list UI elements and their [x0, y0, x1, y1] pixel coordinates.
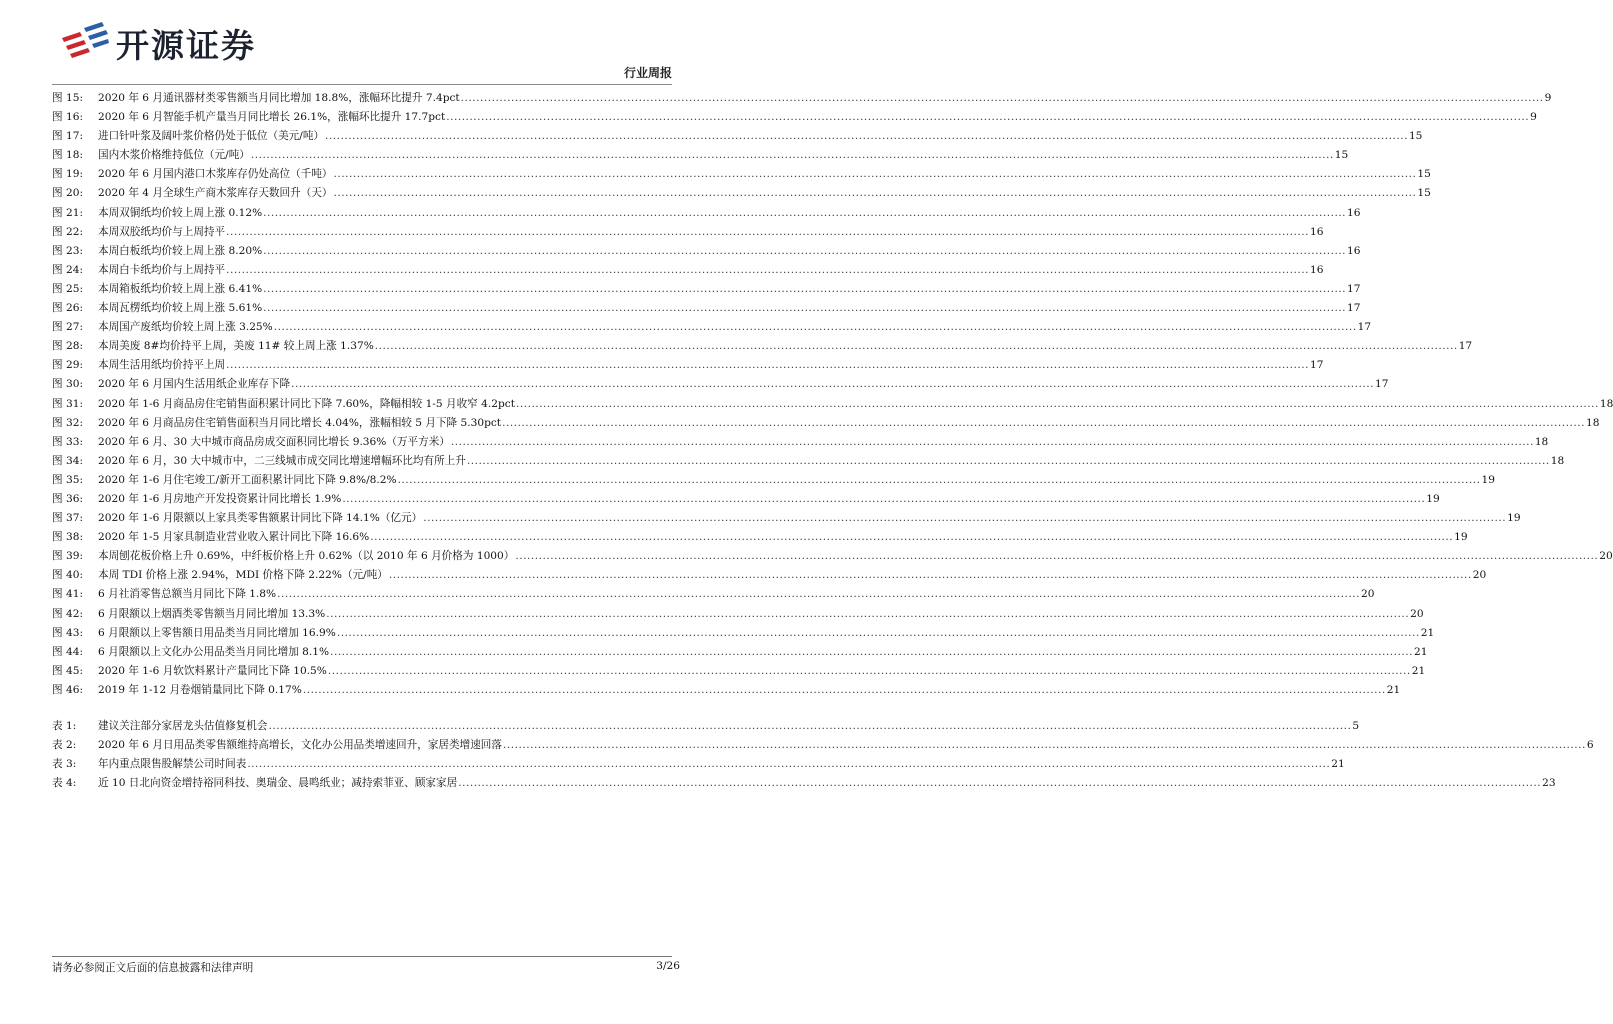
toc-entry-title[interactable]: 本周白卡纸均价与上周持平	[98, 263, 226, 276]
toc-figure-entry[interactable]	[52, 108, 1537, 127]
toc-entry-title[interactable]: 2020 年 4 月全球生产商木浆库存天数回升（天）	[98, 187, 333, 200]
toc-figure-entry[interactable]	[52, 605, 1424, 624]
toc-leader-dots	[330, 643, 1413, 662]
toc-leader-dots	[516, 395, 1599, 414]
toc-entry-page[interactable]: 21	[1413, 645, 1428, 658]
logo-text: 开源证券	[116, 26, 256, 65]
toc-figure-entry[interactable]	[52, 146, 1349, 165]
toc-entry-page[interactable]: 15	[1417, 168, 1431, 181]
toc-entry-page[interactable]: 16	[1310, 263, 1324, 276]
toc-figure-entry[interactable]	[52, 184, 1431, 203]
toc-entry-page[interactable]: 21	[1331, 758, 1345, 771]
toc-entry-title[interactable]: 2020 年 6 月商品房住宅销售面积当月同比增长 4.04%，涨幅相较 5 月下降 5.30pct	[98, 416, 502, 429]
toc-leader-dots	[446, 108, 1529, 127]
toc-entry-label: 图 29:	[52, 359, 84, 372]
toc-entry-page[interactable]: 19	[1426, 492, 1440, 505]
toc-leader-dots	[370, 528, 1453, 547]
toc-leader-dots	[269, 717, 1352, 736]
toc-entry-page[interactable]: 18	[1585, 416, 1600, 429]
toc-entry-page[interactable]: 18	[1599, 397, 1613, 410]
toc-entry-label: 图 19:	[52, 168, 84, 181]
toc-figure-entry[interactable]	[52, 337, 1473, 356]
toc-entry-page[interactable]: 5	[1352, 720, 1360, 732]
toc-leader-dots	[274, 318, 1357, 337]
toc-entry-label: 图 37:	[52, 512, 84, 525]
toc-figure-entry[interactable]	[52, 280, 1361, 299]
toc-figure-entry[interactable]	[52, 433, 1549, 452]
toc-entry-label: 表 2:	[52, 739, 77, 752]
toc-leader-dots	[226, 261, 1309, 280]
toc-figure-entry[interactable]	[52, 566, 1487, 585]
toc-entry-label: 表 3:	[52, 758, 77, 771]
toc-entry-title[interactable]: 2020 年 6 月，30 大中城市中，二三线城市成交同比增速增幅环比均有所上升	[98, 454, 466, 467]
toc-entry-title[interactable]: 国内木浆价格维持低位（元/吨）	[98, 149, 250, 162]
toc-entry-title[interactable]: 6 月限额以上零售额日用品类当月同比增加 16.9%	[98, 626, 336, 639]
toc-leader-dots	[291, 375, 1374, 394]
toc-entry-title[interactable]: 本周双铜纸均价较上周上涨 0.12%	[98, 206, 263, 219]
toc-entry-label: 图 21:	[52, 206, 84, 219]
toc-entry-label: 图 17:	[52, 130, 84, 143]
toc-entry-title[interactable]: 本周 TDI 价格上涨 2.94%，MDI 价格下降 2.22%（元/吨）	[98, 569, 388, 582]
toc-entry-label: 图 30:	[52, 378, 84, 391]
toc-entry-title[interactable]: 2019 年 1-12 月卷烟销量同比下降 0.17%	[98, 683, 302, 696]
toc-entry-title[interactable]: 本周国产废纸均价较上周上涨 3.25%	[98, 321, 273, 334]
toc-figure-entry[interactable]	[52, 452, 1565, 471]
toc-leader-dots	[398, 471, 1481, 490]
toc-leader-dots	[461, 89, 1544, 108]
toc-entry-page[interactable]: 17	[1458, 340, 1473, 353]
toc-figure-entry[interactable]	[52, 547, 1613, 566]
toc-entry-title[interactable]: 2020 年 6 月国内生活用纸企业库存下降	[98, 378, 291, 391]
toc-leader-dots	[503, 736, 1586, 755]
table-toc	[52, 717, 1594, 793]
toc-table-entry[interactable]	[52, 774, 1556, 793]
toc-figure-entry[interactable]	[52, 662, 1426, 681]
toc-leader-dots	[423, 509, 1506, 528]
toc-entry-title[interactable]: 建议关注部分家居龙头估值修复机会	[98, 720, 268, 732]
toc-table-entry[interactable]	[52, 755, 1345, 774]
toc-entry-label: 图 31:	[52, 397, 84, 410]
toc-leader-dots	[389, 566, 1472, 585]
toc-entry-title[interactable]: 2020 年 6 月、30 大中城市商品房成交面积同比增长 9.36%（万平方米）	[98, 435, 450, 448]
toc-entry-label: 图 28:	[52, 340, 84, 353]
toc-entry-page[interactable]: 16	[1347, 244, 1361, 257]
toc-figure-entry[interactable]	[52, 299, 1361, 318]
toc-entry-page[interactable]: 19	[1481, 473, 1495, 486]
toc-entry-label: 图 15:	[52, 92, 84, 104]
toc-figure-entry[interactable]	[52, 223, 1324, 242]
toc-figure-entry[interactable]	[52, 414, 1600, 433]
toc-entry-page[interactable]: 16	[1347, 206, 1361, 219]
toc-figure-entry[interactable]	[52, 471, 1495, 490]
toc-figure-entry[interactable]	[52, 127, 1423, 146]
toc-leader-dots	[502, 414, 1585, 433]
toc-figure-entry[interactable]	[52, 204, 1361, 223]
toc-figure-entry[interactable]	[52, 395, 1613, 414]
toc-entry-title[interactable]: 本周箱板纸均价较上周上涨 6.41%	[98, 282, 263, 295]
toc-entry-label: 图 45:	[52, 664, 84, 677]
toc-leader-dots	[326, 605, 1409, 624]
toc-entry-title[interactable]: 2020 年 1-6 月软饮料累计产量同比下降 10.5%	[98, 664, 327, 677]
toc-entry-label: 图 25:	[52, 282, 84, 295]
toc-entry-page[interactable]: 17	[1347, 302, 1361, 315]
toc-leader-dots	[334, 184, 1417, 203]
toc-entry-page[interactable]: 20	[1410, 607, 1424, 620]
toc-entry-label: 图 42:	[52, 607, 84, 620]
toc-leader-dots	[277, 585, 1360, 604]
toc-entry-title[interactable]: 2020 年 1-6 月房地产开发投资累计同比增长 1.9%	[98, 492, 342, 505]
toc-leader-dots	[226, 223, 1309, 242]
toc-figure-entry[interactable]	[52, 89, 1552, 108]
toc-entry-page[interactable]: 17	[1347, 282, 1361, 295]
toc-entry-label: 图 22:	[52, 225, 84, 238]
toc-entry-page[interactable]: 20	[1599, 550, 1613, 563]
toc-entry-title[interactable]: 6 月社消零售总额当月同比下降 1.8%	[98, 588, 277, 601]
toc-entry-label: 图 26:	[52, 302, 84, 315]
toc-entry-title[interactable]: 2020 年 1-6 月住宅竣工/新开工面积累计同比下降 9.8%/8.2%	[98, 473, 397, 486]
toc-entry-page[interactable]: 20	[1472, 569, 1487, 582]
toc-figure-entry[interactable]	[52, 490, 1440, 509]
toc-entry-page[interactable]: 23	[1542, 777, 1556, 790]
toc-figure-entry[interactable]	[52, 242, 1361, 261]
toc-entry-page[interactable]: 19	[1507, 512, 1521, 525]
toc-entry-label: 图 24:	[52, 263, 84, 276]
toc-entry-label: 图 40:	[52, 569, 84, 582]
toc-leader-dots	[458, 774, 1541, 793]
toc-entry-page[interactable]: 17	[1310, 359, 1324, 372]
toc-entry-label: 图 18:	[52, 149, 84, 162]
toc-entry-page[interactable]: 16	[1310, 225, 1324, 238]
toc-entry-label: 图 43:	[52, 626, 84, 639]
toc-entry-title[interactable]: 2020 年 6 月智能手机产量当月同比增长 26.1%，涨幅环比提升 17.7pct	[98, 111, 446, 124]
toc-entry-label: 图 34:	[52, 454, 84, 467]
toc-figure-entry[interactable]	[52, 165, 1431, 184]
toc-entry-label: 图 27:	[52, 321, 84, 334]
toc-entry-page[interactable]: 21	[1420, 626, 1435, 639]
toc-leader-dots	[263, 242, 1346, 261]
toc-figure-entry[interactable]	[52, 643, 1428, 662]
kaiyuan-logo-icon	[58, 22, 110, 66]
page-header	[0, 0, 724, 90]
toc-entry-label: 图 41:	[52, 588, 84, 601]
toc-entry-label: 表 1:	[52, 720, 77, 732]
toc-leader-dots	[451, 433, 1534, 452]
toc-entry-label: 图 46:	[52, 683, 84, 696]
toc-entry-title[interactable]: 6 月限额以上文化办公用品类当月同比增加 8.1%	[98, 645, 330, 658]
toc-entry-page[interactable]: 20	[1361, 588, 1375, 601]
toc-leader-dots	[263, 299, 1346, 318]
toc-leader-dots	[251, 146, 1334, 165]
toc-entry-label: 表 4:	[52, 777, 77, 790]
toc-entry-page[interactable]: 17	[1357, 321, 1372, 334]
toc-entry-page[interactable]: 19	[1454, 531, 1468, 544]
toc-entry-title[interactable]: 年内重点限售股解禁公司时间表	[98, 758, 247, 771]
toc-leader-dots	[226, 356, 1309, 375]
toc-entry-title[interactable]: 2020 年 6 月通讯器材类零售额当月同比增加 18.8%，涨幅环比提升 7.4pct	[98, 92, 460, 104]
toc-entry-title[interactable]: 2020 年 1-5 月家具制造业营业收入累计同比下降 16.6%	[98, 531, 370, 544]
toc-entry-title[interactable]: 2020 年 6 月国内港口木浆库存仍处高位（千吨）	[98, 168, 333, 181]
toc-entry-title[interactable]: 本周刨花板价格上升 0.69%，中纤板价格上升 0.62%（以 2010 年 6 月价格为 1000）	[98, 550, 515, 563]
toc-entry-page[interactable]: 15	[1417, 187, 1431, 200]
toc-entry-title[interactable]: 2020 年 6 月日用品类零售额维持高增长，文化办公用品类增速回升，家居类增速回落	[98, 739, 502, 752]
toc-table-entry[interactable]	[52, 736, 1594, 755]
toc-leader-dots	[515, 547, 1598, 566]
toc-entry-label: 图 20:	[52, 187, 84, 200]
toc-entry-title[interactable]: 2020 年 1-6 月商品房住宅销售面积累计同比下降 7.60%，降幅相较 1-5 月收窄 4.2pct	[98, 397, 515, 410]
toc-entry-title[interactable]: 2020 年 1-6 月限额以上家具类零售额累计同比下降 14.1%（亿元）	[98, 512, 423, 525]
header-divider	[52, 84, 672, 85]
footer-divider	[52, 956, 672, 957]
toc-entry-page[interactable]: 18	[1534, 435, 1549, 448]
toc-leader-dots	[337, 624, 1420, 643]
toc-entry-page[interactable]: 21	[1386, 683, 1401, 696]
toc-entry-title[interactable]: 进口针叶浆及阔叶浆价格仍处于低位（美元/吨）	[98, 130, 325, 143]
footer-disclaimer: 请务必参阅正文后面的信息披露和法律声明	[52, 962, 254, 974]
report-type-label: 行业周报	[623, 66, 672, 80]
toc-entry-label: 图 35:	[52, 473, 84, 486]
toc-leader-dots	[263, 204, 1346, 223]
toc-entry-label: 图 38:	[52, 531, 84, 544]
page-number: 3/26	[656, 960, 680, 972]
toc-entry-page[interactable]: 15	[1408, 130, 1423, 143]
toc-figure-entry[interactable]	[52, 318, 1372, 337]
brand-logo	[58, 20, 256, 67]
toc-entry-page[interactable]: 18	[1550, 454, 1565, 467]
toc-figure-entry[interactable]	[52, 509, 1521, 528]
toc-leader-dots	[263, 280, 1346, 299]
toc-entry-label: 图 44:	[52, 645, 84, 658]
toc-figure-entry[interactable]	[52, 261, 1324, 280]
toc-leader-dots	[375, 337, 1458, 356]
toc-entry-title[interactable]: 本周瓦楞纸均价较上周上涨 5.61%	[98, 302, 263, 315]
toc-entry-label: 图 39:	[52, 550, 84, 563]
toc-entry-label: 图 16:	[52, 111, 84, 124]
toc-entry-label: 图 36:	[52, 492, 84, 505]
toc-entry-page[interactable]: 9	[1530, 111, 1537, 124]
toc-figure-entry[interactable]	[52, 356, 1324, 375]
toc-entry-page[interactable]: 15	[1334, 149, 1349, 162]
toc-table-entry[interactable]	[52, 717, 1360, 736]
toc-entry-title[interactable]: 本周白板纸均价较上周上涨 8.20%	[98, 244, 263, 257]
toc-entry-title[interactable]: 本周生活用纸均价持平上周	[98, 359, 226, 372]
toc-figure-entry[interactable]	[52, 624, 1435, 643]
toc-entry-title[interactable]: 本周美废 8#均价持平上周，美废 11# 较上周上涨 1.37%	[98, 340, 374, 353]
toc-entry-label: 图 32:	[52, 416, 84, 429]
toc-leader-dots	[247, 755, 1330, 774]
toc-figure-entry[interactable]	[52, 375, 1389, 394]
toc-leader-dots	[303, 681, 1386, 700]
toc-leader-dots	[328, 662, 1411, 681]
toc-entry-page[interactable]: 21	[1411, 664, 1426, 677]
toc-leader-dots	[467, 452, 1550, 471]
figure-toc	[52, 89, 1613, 700]
toc-entry-page[interactable]: 6	[1586, 739, 1594, 752]
toc-leader-dots	[342, 490, 1425, 509]
toc-figure-entry[interactable]	[52, 528, 1468, 547]
toc-figure-entry[interactable]	[52, 681, 1401, 700]
toc-figure-entry[interactable]	[52, 585, 1375, 604]
toc-leader-dots	[325, 127, 1408, 146]
toc-entry-title[interactable]: 本周双胶纸均价与上周持平	[98, 225, 226, 238]
toc-entry-page[interactable]: 17	[1375, 378, 1389, 391]
toc-entry-title[interactable]: 6 月限额以上烟酒类零售额当月同比增加 13.3%	[98, 607, 326, 620]
toc-leader-dots	[334, 165, 1417, 184]
toc-entry-page[interactable]: 9	[1544, 92, 1552, 104]
toc-entry-label: 图 33:	[52, 435, 84, 448]
toc-entry-label: 图 23:	[52, 244, 84, 257]
toc-entry-title[interactable]: 近 10 日北向资金增持裕同科技、奥瑞金、晨鸣纸业；减持索菲亚、顾家家居	[98, 777, 458, 790]
